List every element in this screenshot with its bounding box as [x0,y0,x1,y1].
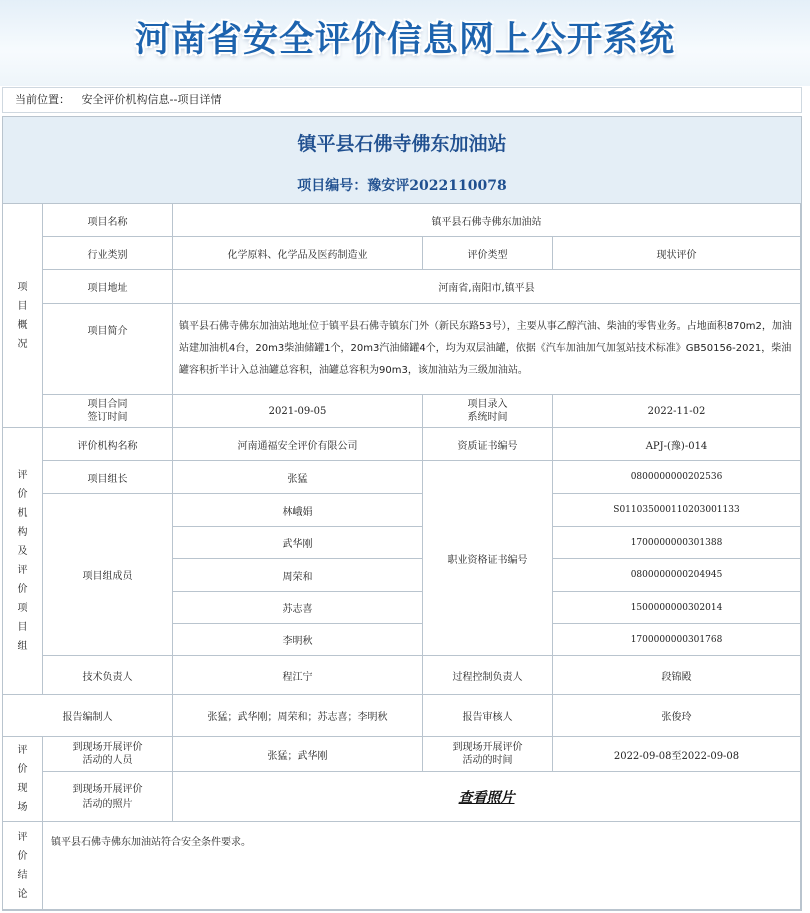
agency-name-label: 评价机构名称 [43,428,173,461]
member-name: 张猛 [173,461,423,494]
project-name-title: 镇平县石佛寺佛东加油站 [297,133,507,155]
banner-title: 河南省安全评价信息网上公开系统 [134,20,675,60]
member-cert: 1700000000301388 [553,527,801,559]
view-photos-link[interactable]: 查看照片 [458,789,515,806]
report-author-label: 报告编制人 [3,695,173,737]
section-overview: 项 目 概 况 [3,203,43,428]
report-reviewer-label: 报告审核人 [423,695,553,737]
contract-date-label: 项目合同 签订时间 [43,395,173,428]
breadcrumb [2,87,802,113]
project-name-label: 项目名称 [43,203,173,237]
agency-name-value: 河南通福安全评价有限公司 [173,428,423,461]
member-name: 苏志喜 [173,592,423,624]
industry-label: 行业类别 [43,237,173,270]
section-conclusion: 评 价 结 论 [3,822,43,910]
project-header [3,117,801,203]
qualification-cert-label: 职业资格证书编号 [423,461,553,656]
site-time-value: 2022-09-08至2022-09-08 [553,737,801,772]
industry-value: 化学原料、化学品及医药制造业 [173,237,423,270]
member-name: 李明秋 [173,624,423,656]
process-control-label: 过程控制负责人 [423,656,553,695]
tech-lead-value: 程江宁 [173,656,423,695]
report-author-value: 张猛；武华刚；周荣和；苏志喜；李明秋 [173,695,423,737]
breadcrumb-path[interactable]: 安全评价机构信息--项目详情 [81,93,222,106]
site-time-label: 到现场开展评价 活动的时间 [423,737,553,772]
project-code: 项目编号：豫安评2022110078 [297,178,507,194]
section-site: 评 价 现 场 [3,737,43,822]
entry-date-label: 项目录入 系统时间 [423,395,553,428]
cert-number-value: APJ-(豫)-014 [553,428,801,461]
address-label: 项目地址 [43,270,173,304]
member-name: 林峨娟 [173,494,423,527]
site-staff-value: 张猛；武华刚 [173,737,423,772]
team-leader-label: 项目组长 [43,461,173,494]
member-cert: 0800000000204945 [553,559,801,592]
project-detail-panel [2,116,802,911]
eval-type-value: 现状评价 [553,237,801,270]
site-staff-label: 到现场开展评价 活动的人员 [43,737,173,772]
breadcrumb-label: 当前位置： [15,93,70,106]
member-cert: 1700000000301768 [553,624,801,656]
contract-date-value: 2021-09-05 [173,395,423,428]
eval-type-label: 评价类型 [423,237,553,270]
conclusion-text: 镇平县石佛寺佛东加油站符合安全条件要求。 [43,822,801,910]
site-banner [0,0,810,86]
entry-date-value: 2022-11-02 [553,395,801,428]
project-name-value: 镇平县石佛寺佛东加油站 [173,203,801,237]
site-photo-label: 到现场开展评价 活动的照片 [43,772,173,822]
member-cert: 0800000000202536 [553,461,801,494]
member-cert: S011035000110203001133 [553,494,801,527]
member-cert: 1500000000302014 [553,592,801,624]
member-name: 周荣和 [173,559,423,592]
cert-number-label: 资质证书编号 [423,428,553,461]
report-reviewer-value: 张俊玲 [553,695,801,737]
member-name: 武华刚 [173,527,423,559]
process-control-value: 段锦殿 [553,656,801,695]
site-photo-cell [173,772,801,822]
tech-lead-label: 技术负责人 [43,656,173,695]
intro-value: 镇平县石佛寺佛东加油站地址位于镇平县石佛寺镇东门外（新民东路53号），主要从事乙醇汽油、柴油的零售业务。占地面积870m2，加油站建加油机4台，20m3柴油储罐1个，20m3汽油储罐4个，均为双层油罐，依据《汽车加油加气加氢站技术标准》GB50156-2021，柴油罐容积折半计入总油罐总容积，油罐总容积为90m3，该加油站为三级加油站。 [173,304,801,395]
members-label: 项目组成员 [43,494,173,656]
section-agency: 评 价 机 构 及 评 价 项 目 组 [3,428,43,695]
intro-label: 项目简介 [43,304,173,395]
address-value: 河南省,南阳市,镇平县 [173,270,801,304]
